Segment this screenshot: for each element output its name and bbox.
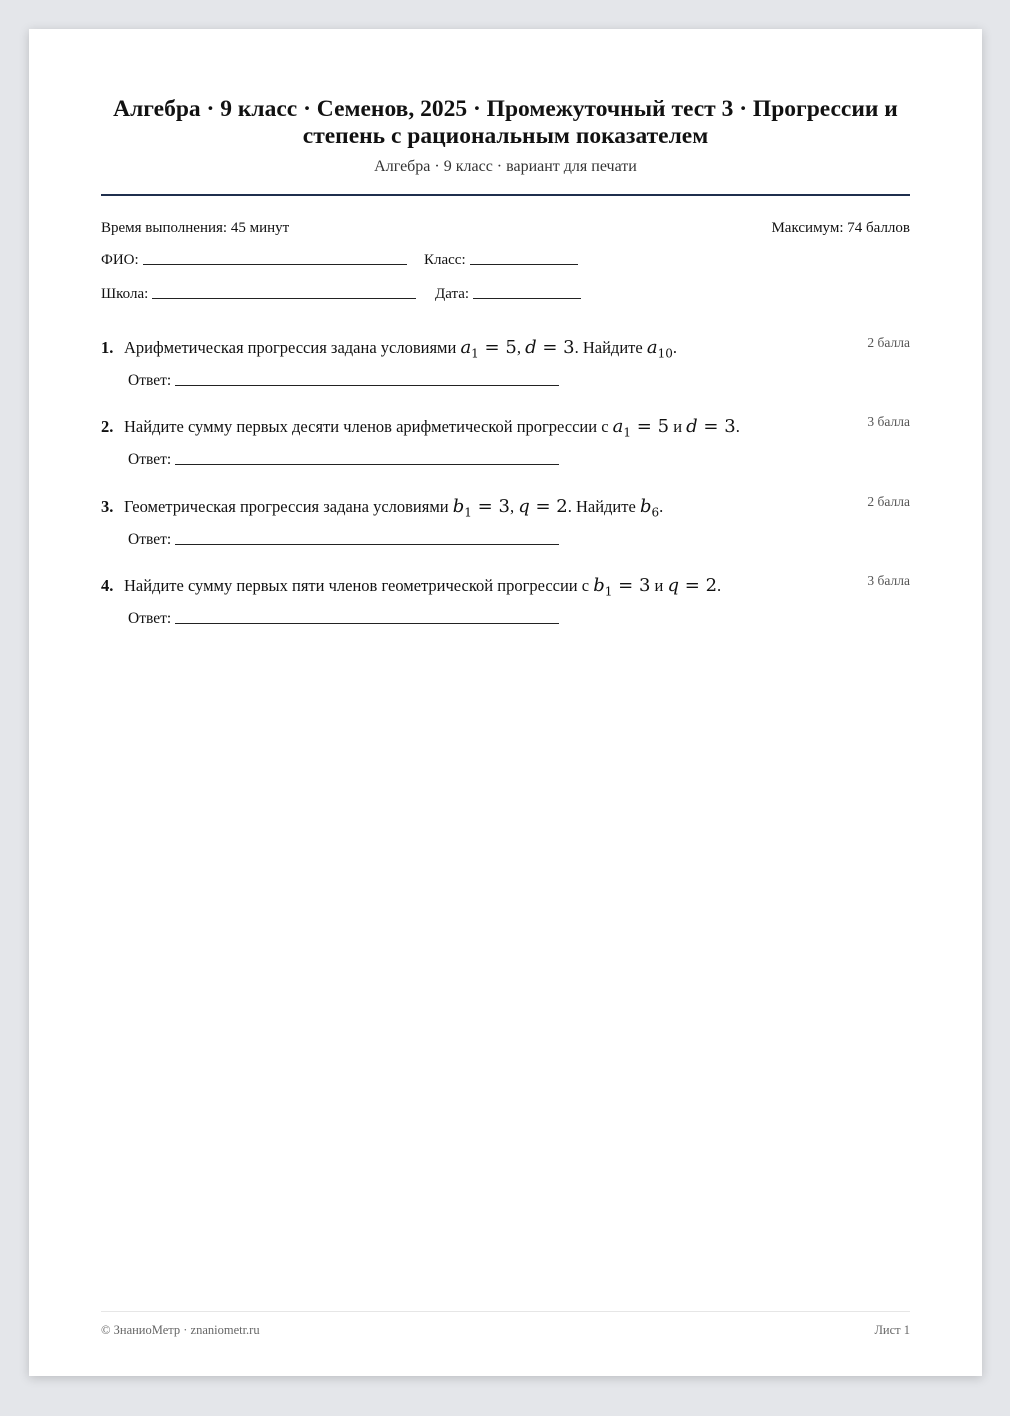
answer-field-2[interactable] bbox=[128, 451, 559, 469]
question-number: 1. bbox=[101, 338, 114, 357]
answer-label: Ответ: bbox=[128, 610, 172, 627]
answer-line[interactable] bbox=[175, 385, 559, 386]
answer-line[interactable] bbox=[175, 544, 559, 545]
question-number: 2. bbox=[101, 417, 114, 436]
answer-line[interactable] bbox=[175, 464, 559, 465]
date-field[interactable] bbox=[435, 286, 581, 303]
question-points: 3 балла bbox=[867, 573, 910, 588]
fio-field[interactable] bbox=[101, 252, 407, 269]
class-line[interactable] bbox=[470, 263, 578, 265]
footer-divider bbox=[101, 1311, 910, 1312]
max-score: Максимум: 74 баллов bbox=[771, 220, 910, 236]
answer-label: Ответ: bbox=[128, 531, 172, 548]
answer-label: Ответ: bbox=[128, 372, 172, 389]
school-line[interactable] bbox=[152, 297, 416, 299]
footer-page-number: Лист 1 bbox=[874, 1323, 910, 1337]
question-3: 3. Геометрическая прогрессия задана условиями $b_1 = 3$, q = 2. Найдите $b_6$. 2 балла bbox=[101, 494, 910, 520]
fio-line[interactable] bbox=[143, 263, 407, 265]
page-title: Алгебра · 9 класс · Семенов, 2025 · Промежуточный тест 3 · Прогрессии и степень с рациональным показателем bbox=[113, 96, 898, 149]
school-label: Школа: bbox=[101, 286, 149, 302]
answer-field-1[interactable] bbox=[128, 372, 559, 390]
question-number: 3. bbox=[101, 497, 114, 516]
class-label: Класс: bbox=[424, 252, 466, 268]
footer-copyright: © ЗнаниоМетр · znaniometr.ru bbox=[101, 1323, 260, 1337]
worksheet-content bbox=[101, 29, 910, 1376]
page-subtitle: Алгебра · 9 класс · вариант для печати bbox=[374, 158, 637, 175]
date-label: Дата: bbox=[435, 286, 470, 302]
answer-field-3[interactable] bbox=[128, 531, 559, 549]
answer-line[interactable] bbox=[175, 623, 559, 624]
header-divider bbox=[101, 194, 910, 196]
answer-label: Ответ: bbox=[128, 451, 172, 468]
worksheet-page bbox=[29, 29, 982, 1376]
question-4: 4. Найдите сумму первых пяти членов геометрической прогрессии с $b_1 = 3$ и q = 2. 3 балла bbox=[101, 573, 910, 599]
class-field[interactable] bbox=[424, 252, 578, 269]
question-1: 1. Арифметическая прогрессия задана условиями $a_1 = 5$, d = 3. Найдите $a_{10}$. 2 балла bbox=[101, 335, 910, 361]
question-2: 2. Найдите сумму первых десяти членов арифметической прогрессии с $a_1 = 5$ и d = 3. 3 балла bbox=[101, 414, 910, 440]
school-field[interactable] bbox=[101, 286, 416, 303]
answer-field-4[interactable] bbox=[128, 610, 559, 628]
time-limit: Время выполнения: 45 минут bbox=[101, 220, 290, 236]
date-line[interactable] bbox=[473, 297, 581, 299]
question-points: 3 балла bbox=[867, 414, 910, 429]
question-points: 2 балла bbox=[867, 335, 910, 350]
fio-label: ФИО: bbox=[101, 252, 139, 268]
question-points: 2 балла bbox=[867, 494, 910, 509]
question-number: 4. bbox=[101, 576, 114, 595]
